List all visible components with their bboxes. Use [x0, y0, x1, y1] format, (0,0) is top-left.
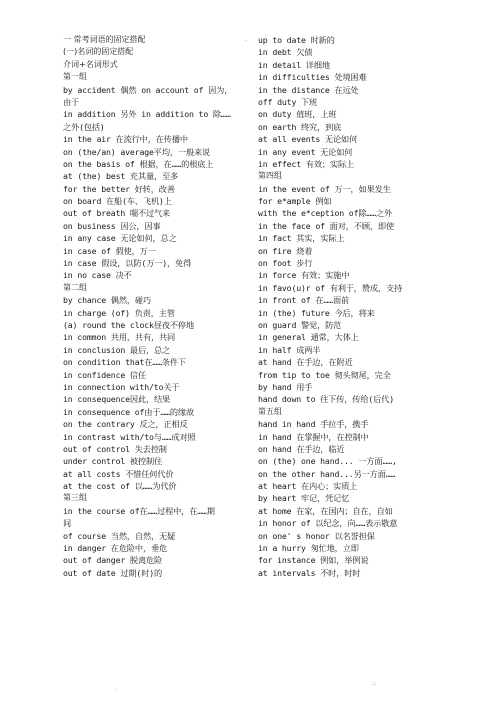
- phrase-line: in effect 有效；实际上: [258, 158, 355, 169]
- phrase-line: on guard 警觉，防范: [258, 319, 342, 330]
- phrase-line: in any event 无论如何: [258, 146, 353, 157]
- phrase-line: on foot 步行: [258, 258, 313, 269]
- section-heading: 介词+名词形式: [63, 59, 118, 69]
- section-heading: 第五组: [258, 406, 282, 416]
- phrase-line: on the basis of 根据，在……的根底上: [63, 158, 214, 169]
- phrase-line: (a) round the clock昼夜不停地: [63, 319, 194, 330]
- phrase-line: in honor of 以纪念，向……表示敬意: [258, 518, 398, 529]
- phrase-line: on (the/an) average平均，一般来说: [63, 146, 211, 157]
- phrase-line: in favo(u)r of 有利于，赞成，支持: [258, 282, 403, 293]
- phrase-line: at heart 在内心；实质上: [258, 481, 358, 492]
- phrase-line: in conclusion 最后，总之: [63, 344, 171, 355]
- phrase-line: in confidence 信任: [63, 369, 146, 380]
- phrase-line: in common 共用，共有，共同: [63, 332, 176, 343]
- phrase-line: at all costs 不惜任何代价: [63, 468, 174, 479]
- phrase-line: in difficulties 处境困难: [258, 72, 367, 83]
- phrase-line: by hand 用手: [258, 381, 313, 392]
- phrase-line: out of breath 喘不过气来: [63, 208, 171, 219]
- phrase-line: for the better 好转，改善: [63, 183, 175, 194]
- phrase-line: in fact 其实，实际上: [258, 233, 345, 244]
- page-mark-bottom-left: .: [116, 685, 118, 692]
- phrase-line: in general 通常，大体上: [258, 332, 359, 343]
- phrase-line: in half 成两半: [258, 344, 321, 355]
- phrase-line: on earth 终究，到底: [258, 121, 342, 132]
- phrase-line: on business 因公，因事: [63, 220, 161, 231]
- phrase-line: in debt 欠债: [258, 47, 313, 58]
- phrase-line: out of date 过期(时)的: [63, 567, 163, 578]
- phrase-line: 之外(包括): [63, 121, 105, 132]
- phrase-line: with the e*ception of除……之外: [258, 208, 393, 219]
- phrase-line: at all events 无论如何: [258, 134, 358, 145]
- phrase-line: in contrast with/to与……成对照: [63, 431, 196, 442]
- phrase-line: on the contrary 反之，正相反: [63, 419, 188, 430]
- section-heading: 第三组: [63, 493, 87, 503]
- phrase-line: in consequence因此，结果: [63, 394, 171, 405]
- phrase-line: in case 假设，以防(万一)，免得: [63, 258, 192, 269]
- right-column: [258, 34, 448, 579]
- phrase-line: on hand 在手边，临近: [258, 443, 345, 454]
- page-mark-bottom-right: .:: [372, 680, 376, 687]
- phrase-line: on fire 烧着: [258, 245, 313, 256]
- phrase-line: out of danger 脱离危险: [63, 555, 163, 566]
- phrase-line: by chance 偶然，碰巧: [63, 295, 151, 306]
- phrase-line: at the cost of 以……为代价: [63, 481, 177, 492]
- section-heading: 一 常考词语的固定搭配: [63, 35, 146, 44]
- phrase-line: 由于: [63, 96, 80, 107]
- phrase-line: in danger 在危险中，垂危: [63, 543, 168, 554]
- phrase-line: in connection with/to关于: [63, 381, 180, 392]
- section-heading: 第四组: [258, 171, 282, 181]
- page-mark-top: .: [245, 36, 247, 43]
- phrase-line: out of control 失去控制: [63, 443, 167, 454]
- phrase-line: in addition 另外 in addition to 除……: [63, 109, 231, 120]
- section-heading: (一)名词的固定搭配: [63, 47, 134, 57]
- phrase-line: by accident 偶然 on account of 因为，: [63, 84, 233, 95]
- left-column: [63, 34, 253, 579]
- phrase-line: by heart 牢记，凭记忆: [258, 493, 350, 504]
- phrase-line: in any case 无论如何，总之: [63, 233, 177, 244]
- phrase-line: for instance 例如，举例说: [258, 555, 369, 566]
- phrase-line: for e*ample 例如: [258, 196, 332, 207]
- phrase-line: in the course of在……过程中，在……期: [63, 505, 215, 516]
- phrase-line: at home 在家，在国内；自在，自如: [258, 505, 393, 516]
- phrase-line: in the air 在流行中，在传播中: [63, 134, 188, 145]
- phrase-line: in consequence of由于……的缘故: [63, 406, 194, 417]
- phrase-line: in the face of 面对，不顾，即使: [258, 220, 394, 231]
- phrase-line: in a hurry 匆忙地，立即: [258, 543, 359, 554]
- phrase-line: at (the) best 充其量，至多: [63, 171, 179, 182]
- phrase-line: in (the) future 今后，将来: [258, 307, 375, 318]
- phrase-line: of course 当然，自然，无疑: [63, 530, 176, 541]
- phrase-line: on condition that在……条件下: [63, 357, 186, 368]
- phrase-line: from tip to toe 彻头彻尾，完全: [258, 369, 391, 380]
- phrase-line: in hand 在掌握中，在控制中: [258, 431, 369, 442]
- phrase-line: in force 有效；实施中: [258, 270, 350, 281]
- phrase-line: on one' s honor 以名誉担保: [258, 530, 375, 541]
- section-heading: 第二组: [63, 282, 87, 292]
- phrase-line: in the distance 在远处: [258, 84, 359, 95]
- phrase-line: in case of 假使，万一: [63, 245, 156, 256]
- phrase-line: at hand 在手边，在附近: [258, 357, 353, 368]
- phrase-line: under control 被控制住: [63, 456, 163, 467]
- phrase-line: on duty 值班，上班: [258, 109, 337, 120]
- phrase-line: in front of 在……面前: [258, 295, 350, 306]
- phrase-line: on (the) one hand... 一方面……,: [258, 456, 397, 467]
- phrase-line: on the other hand...另一方面……: [258, 468, 396, 479]
- phrase-line: hand down to 往下传，传给(后代): [258, 394, 394, 405]
- phrase-line: 间: [63, 518, 72, 529]
- phrase-line: hand in hand 手拉手，携手: [258, 419, 369, 430]
- phrase-line: in detail 详细地: [258, 59, 330, 70]
- phrase-line: off duty 下班: [258, 96, 318, 107]
- phrase-line: in no case 决不: [63, 270, 132, 281]
- phrase-line: on board 在船(车、飞机)上: [63, 196, 172, 207]
- section-heading: 第一组: [63, 72, 87, 82]
- phrase-line: in the event of 万一，如果发生: [258, 183, 391, 194]
- phrase-line: up to date 时新的: [258, 35, 335, 45]
- phrase-line: in charge (of) 负责，主管: [63, 307, 175, 318]
- phrase-line: at intervals 不时，时时: [258, 567, 361, 578]
